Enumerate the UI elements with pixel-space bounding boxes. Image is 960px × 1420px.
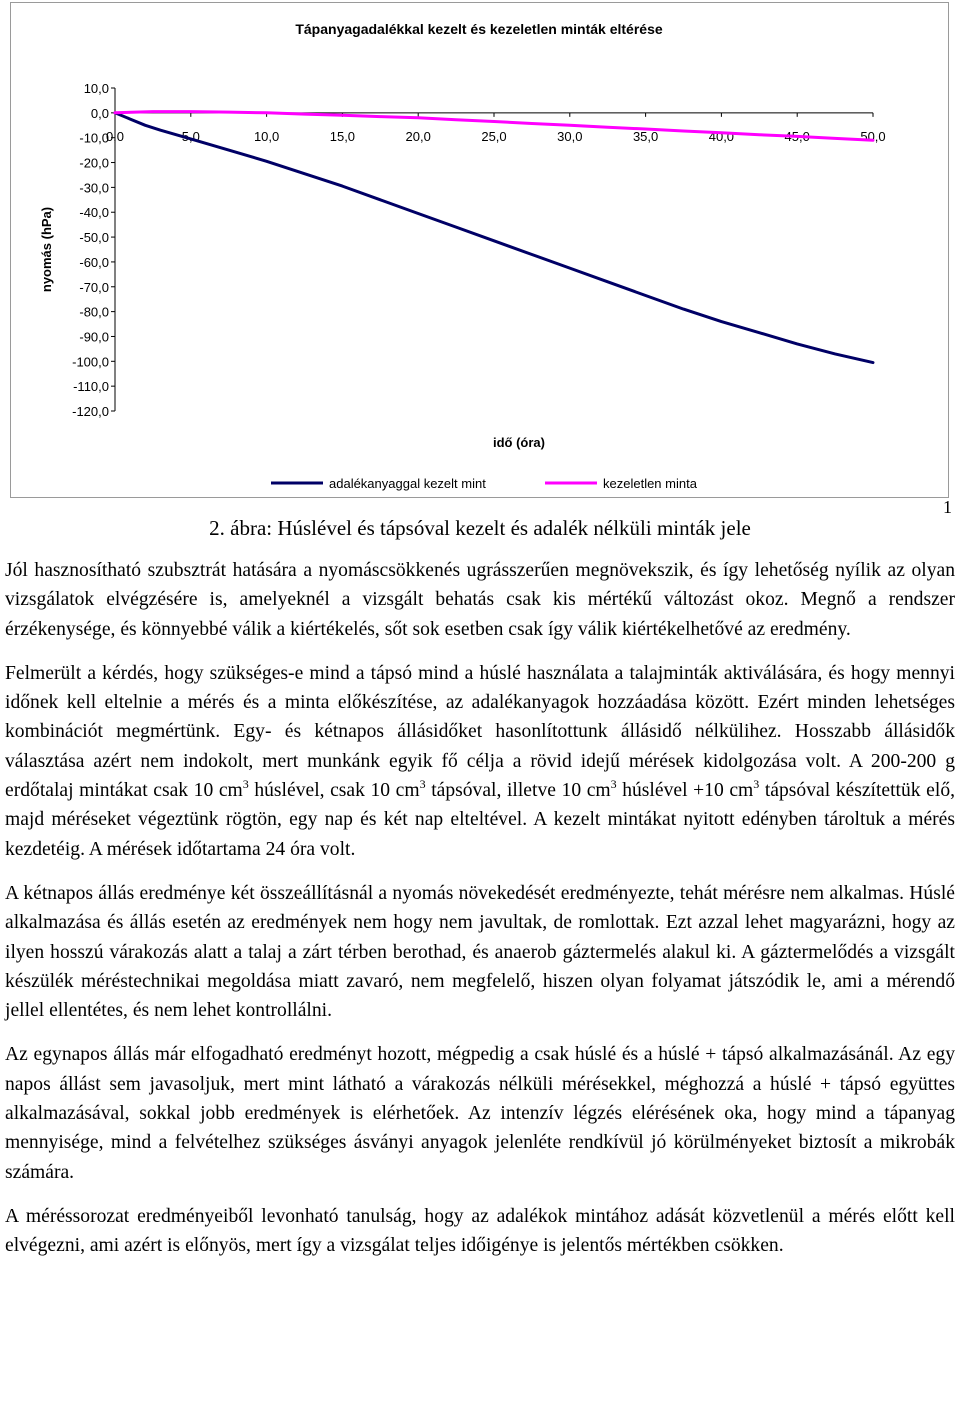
x-tick-label: 30,0 (557, 128, 583, 144)
y-axis-title: nyomás (hPa) (39, 206, 54, 293)
y-tick-label: -40,0 (79, 205, 109, 221)
y-tick-label: -70,0 (79, 279, 109, 295)
x-tick-label: 15,0 (329, 128, 356, 144)
x-tick-label: 45,0 (784, 128, 810, 144)
text-span: húslével +10 cm (616, 780, 754, 802)
x-tick-label: 0,0 (105, 128, 125, 144)
superscript: 3 (419, 777, 426, 792)
text-span: tápsóval, illetve 10 cm (425, 780, 611, 802)
x-axis-title: idő (óra) (493, 435, 545, 450)
x-tick-label: 50,0 (860, 128, 886, 144)
y-tick-label: -80,0 (79, 304, 109, 320)
text-span: húslével, csak 10 cm (248, 780, 420, 802)
figure-caption: 2. ábra: Húslével és tápsóval kezelt és adalék nélküli minták jele (209, 516, 751, 540)
x-tick-label: 25,0 (481, 128, 507, 144)
series-line-1 (115, 113, 873, 363)
y-tick-label: -60,0 (79, 254, 109, 270)
chart-title: Tápanyagadalékkal kezelt és kezeletlen minták eltérése (295, 21, 663, 37)
paragraph: Az egynapos állás már elfogadható eredményt hozott, mégpedig a csak húslé és a húslé + tápsó alkalmazásánál. Az egy napos állást sem javasoljuk, mert mint látható a várakozás nélküli mérésekkel, méghozzá a húslé + tápsó együttes alkalmazásával, sokkal jobb eredmények is elérhetőek. Az intenzív légzés elérésének oka, hogy mind a tápanyag mennyisége, mind a felvételhez szükséges ásványi anyagok jelenléte rendkívül jó körülményeket biztosít a mikrobák számára. (5, 1044, 955, 1183)
superscript: 3 (242, 777, 249, 792)
legend-label: kezeletlen minta (603, 476, 697, 491)
y-tick-label: -100,0 (72, 354, 109, 370)
y-tick-label: -90,0 (79, 329, 109, 345)
y-tick-label: -50,0 (79, 230, 109, 246)
body-text (5, 556, 955, 1276)
superscript: 3 (753, 777, 760, 792)
x-tick-label: 35,0 (632, 128, 659, 144)
chart-svg (11, 3, 948, 497)
legend-label: adalékanyaggal kezelt mint (329, 476, 486, 491)
paragraph: Jól hasznosítható szubsztrát hatására a nyomáscsökkenés ugrásszerűen megnövekszik, és így lehetőség nyílik az olyan vizsgálatok elvégzésére is, amelyeknél a vizsgált behatás csak kis mértékű változást okoz. Megnő a rendszer érzékenysége, és könnyebbé válik a kiértékelés, sőt sok esetben csak így válik kiértékelhetővé az eredmény. (5, 560, 955, 640)
page-number: 1 (943, 497, 952, 517)
y-tick-label: 10,0 (83, 81, 109, 96)
y-tick-label: 0,0 (90, 105, 109, 121)
paragraph (5, 659, 955, 864)
superscript: 3 (610, 777, 617, 792)
x-tick-label: 40,0 (708, 128, 735, 144)
x-tick-label: 20,0 (405, 128, 431, 144)
y-tick-label: -20,0 (79, 155, 109, 171)
y-tick-label: -120,0 (72, 404, 109, 419)
figure-chart (10, 2, 949, 498)
x-tick-label: 10,0 (253, 128, 280, 144)
text-span: Felmerült a kérdés, hogy szükséges-e mind a tápsó mind a húslé használata a talajminták aktiválására, és hogy mennyi időnek kell eltelnie a mérés és a minta előkészítése, az adalékanyagok hozzáadása között. Ezért minden lehetséges kombinációt megmértünk. Egy- és kétnapos állásidőket hasonlítottunk állásidő nélkülihez. Hosszabb állásidők választása azért nem indokolt, mert munkánk egyik fő célja a rövid idejű mérések kidolgozása volt. A 200-200 g erdőtalaj mintákat csak 10 cm (5, 662, 955, 802)
paragraph: A méréssorozat eredményeiből levonható tanulság, hogy az adalékok mintához adását közvetlenül a mérés előtt kell elvégezni, ami azért is előnyös, mert így a vizsgálat teljes időigénye is jelentős mértékben csökken. (5, 1205, 955, 1257)
x-tick-label: 5,0 (181, 128, 200, 144)
paragraph: A kétnapos állás eredménye két összeállításnál a nyomás növekedését eredményezte, tehát mérésre nem alkalmas. Húslé alkalmazása és állás esetén az eredmények nem hogy nem javultak, de romlottak. Ezt azzal lehet magyarázni, hogy az ilyen hosszú várakozás alatt a talaj a zárt térben berothad, és anaerob gáztermelés alakul ki. A gáztermelődés a vizsgált készülék méréstechnikai megoldása miatt zavaró, nem megfelelő, hiszen olyan folyamat játszódik le, ami a mérendő jellel ellentétes, és nem lehet kontrollálni. (5, 882, 955, 1022)
y-tick-label: -30,0 (79, 180, 109, 196)
y-tick-label: -10,0 (79, 130, 109, 146)
y-tick-label: -110,0 (73, 379, 109, 395)
text-span: tápsóval készítettük elő, majd méréseket végeztünk rögtön, egy nap és két nap elteltével. A kezelt mintákat nyitott edényben tároltuk a mérés kezdetéig. A mérések időtartama 24 óra volt. (5, 780, 956, 860)
